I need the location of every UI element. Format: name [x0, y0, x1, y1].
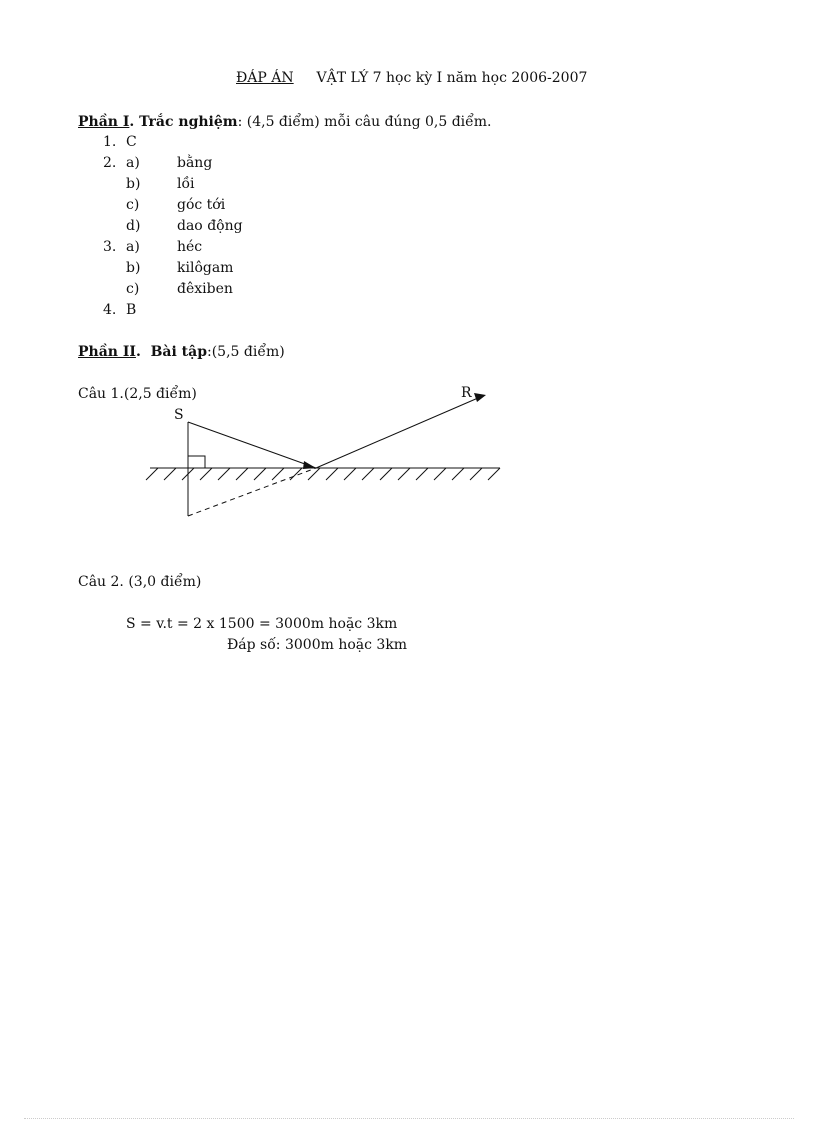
part2-label: Phần II — [78, 344, 136, 360]
question1-heading: Câu 1.(2,5 điểm) — [78, 386, 197, 402]
answer-letter: a) — [126, 155, 140, 171]
answer-number: 3. — [103, 239, 117, 255]
question2-answer: Đáp số: 3000m hoặc 3km — [227, 637, 408, 653]
title-dap-an: ĐÁP ÁN — [236, 70, 294, 86]
answer-value: C — [126, 134, 137, 150]
answer-number: 2. — [103, 155, 117, 171]
label-r: R — [461, 385, 472, 401]
reflected-ray — [316, 398, 478, 468]
mirror-hatching — [146, 468, 500, 480]
part1-sep: . — [129, 114, 140, 130]
question2-formula: S = v.t = 2 x 1500 = 3000m hoặc 3km — [126, 616, 398, 632]
answer-value: B — [126, 302, 137, 318]
answer-value: đêxiben — [177, 281, 233, 297]
answer-letter: a) — [126, 239, 140, 255]
answer-letter: b) — [126, 260, 141, 276]
part2-title: Bài tập — [150, 344, 207, 360]
right-angle-marker — [188, 456, 205, 468]
answer-value: kilôgam — [177, 260, 234, 276]
answer-letter: d) — [126, 218, 141, 234]
page-bottom-rule — [24, 1118, 794, 1119]
part1-detail: : (4,5 điểm) mỗi câu đúng 0,5 điểm. — [237, 114, 492, 130]
answer-letter: b) — [126, 176, 141, 192]
answer-value: héc — [177, 239, 203, 255]
answer-value: góc tới — [177, 197, 226, 213]
answer-letter: c) — [126, 197, 140, 213]
question2-heading: Câu 2. (3,0 điểm) — [78, 574, 202, 590]
image-construction-line — [188, 468, 316, 516]
answer-number: 4. — [103, 302, 117, 318]
answer-value: bằng — [177, 155, 213, 171]
part2-detail: :(5,5 điểm) — [207, 344, 285, 360]
label-s: S — [174, 407, 184, 423]
answer-letter: c) — [126, 281, 140, 297]
answer-number: 1. — [103, 134, 117, 150]
part2-sep: . — [135, 344, 151, 360]
part1-title: Trắc nghiệm — [139, 114, 238, 130]
answer-value: lồi — [177, 176, 195, 192]
title-subject: VẬT LÝ 7 học kỳ I năm học 2006-2007 — [316, 70, 588, 86]
incident-ray — [188, 422, 316, 468]
answer-value: dao động — [177, 218, 243, 234]
part1-label: Phần I — [78, 114, 130, 130]
incident-arrowhead — [303, 461, 316, 469]
reflected-arrowhead — [474, 393, 486, 402]
